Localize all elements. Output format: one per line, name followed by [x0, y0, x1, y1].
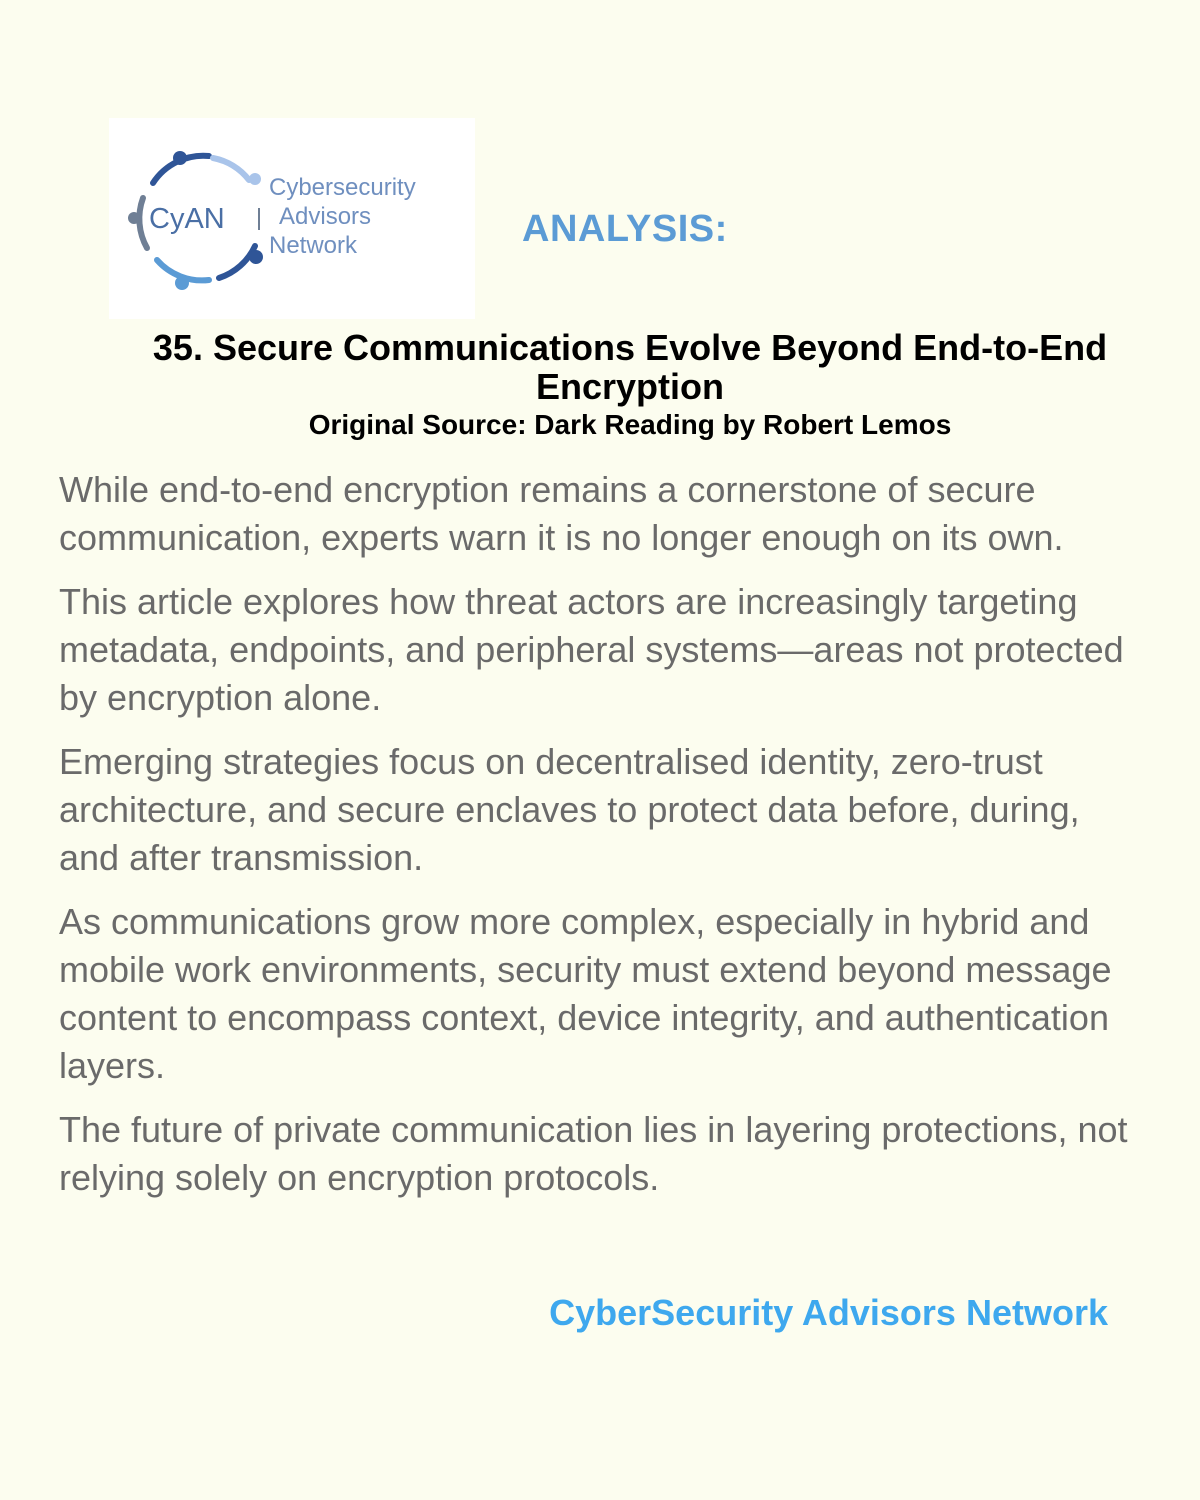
logo-line-3: Network [269, 232, 358, 259]
article-body [59, 466, 1149, 1218]
logo-line-1: Cybersecurity [269, 174, 416, 201]
analysis-label: ANALYSIS: [522, 208, 728, 250]
paragraph-2: This article explores how threat actors are increasingly targeting metadata, endpoints, and peripheral systems—areas not protected by encryption alone. [59, 581, 1124, 718]
paragraph-3: Emerging strategies focus on decentralised identity, zero-trust architecture, and secure enclaves to protect data before, during, and after transmission. [59, 741, 1080, 878]
paragraph-5: The future of private communication lies in layering protections, not relying solely on encryption protocols. [59, 1109, 1128, 1198]
paragraph-1: While end-to-end encryption remains a cornerstone of secure communication, experts warn it is no longer enough on its own. [59, 469, 1064, 558]
article-title: 35. Secure Communications Evolve Beyond End-to-End Encryption [152, 327, 1108, 407]
footer-brand: CyberSecurity Advisors Network [549, 1292, 1108, 1333]
article-source: Original Source: Dark Reading by Robert Lemos [308, 409, 952, 440]
paragraph-4: As communications grow more complex, especially in hybrid and mobile work environments, security must extend beyond message content to encompass context, device integrity, and authentication layers. [59, 901, 1112, 1086]
logo-line-2: Advisors [279, 203, 372, 230]
cyan-logo [109, 118, 475, 319]
logo-wordmark [269, 173, 416, 260]
logo-mark-text: CyAN [149, 203, 225, 235]
